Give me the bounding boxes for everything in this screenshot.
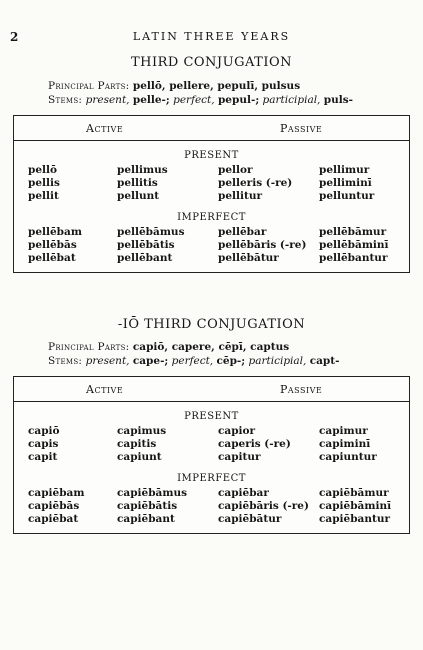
- stems-line: [48, 94, 353, 106]
- principal-parts-line: [48, 341, 289, 353]
- form-cell: pelluntur: [319, 190, 375, 202]
- principal-parts: capiō, capere, cēpī, captus: [132, 341, 290, 353]
- tense-heading: IMPERFECT: [177, 473, 246, 484]
- running-head: LATIN THREE YEARS: [132, 30, 291, 43]
- form-cell: capis: [28, 438, 59, 450]
- table-row: [14, 425, 409, 438]
- form-cell: pellitur: [218, 190, 263, 202]
- principal-parts-label: Principal Parts:: [48, 80, 130, 92]
- table-row: [14, 177, 409, 190]
- form-cell: capiēbāmus: [117, 487, 188, 499]
- form-cell: pellimus: [117, 164, 168, 176]
- stems-label: Stems:: [48, 355, 83, 367]
- form-cell: pellēbāmur: [319, 226, 387, 238]
- form-cell: capiēbam: [28, 487, 85, 499]
- form-cell: pellis: [28, 177, 60, 189]
- section-title: -IŌ THIRD CONJUGATION: [117, 317, 306, 332]
- stems-label: Stems:: [48, 94, 83, 106]
- page-number: 2: [10, 30, 19, 44]
- form-cell: pellēbantur: [319, 252, 388, 264]
- form-cell: capimur: [319, 425, 368, 437]
- form-cell: pellēbant: [117, 252, 173, 264]
- stem-label: present,: [85, 355, 130, 367]
- form-cell: capitis: [117, 438, 157, 450]
- stem-value: cape-;: [132, 355, 169, 367]
- conjugation-table: [13, 376, 410, 534]
- form-cell: pellunt: [117, 190, 160, 202]
- form-cell: pellēbar: [218, 226, 267, 238]
- passive-header: Passive: [280, 383, 323, 396]
- table-row: [14, 513, 409, 526]
- table-header: [14, 116, 409, 141]
- tense-heading: PRESENT: [184, 150, 239, 161]
- form-cell: capiunt: [117, 451, 162, 463]
- principal-parts: pellō, pellere, pepulī, pulsus: [132, 80, 301, 92]
- form-cell: pellit: [28, 190, 59, 202]
- form-cell: capiēbātis: [117, 500, 178, 512]
- stem-value: pelle-;: [132, 94, 170, 106]
- stem-value: cēp-;: [216, 355, 246, 367]
- form-cell: pellēbāmus: [117, 226, 185, 238]
- table-row: [14, 500, 409, 513]
- form-cell: capiēbās: [28, 500, 80, 512]
- form-cell: capitur: [218, 451, 261, 463]
- form-cell: pelleris (-re): [218, 177, 293, 189]
- tense-heading: PRESENT: [184, 411, 239, 422]
- stem-label: perfect,: [173, 94, 215, 106]
- form-cell: pellēbāminī: [319, 239, 389, 251]
- form-cell: pelliminī: [319, 177, 372, 189]
- table-header: [14, 377, 409, 402]
- table-row: [14, 252, 409, 265]
- stem-label: participial,: [262, 94, 321, 106]
- form-cell: capiēbant: [117, 513, 175, 525]
- form-cell: capiēbātur: [218, 513, 282, 525]
- stem-value: puls-: [323, 94, 353, 106]
- passive-header: Passive: [280, 122, 323, 135]
- form-cell: capior: [218, 425, 256, 437]
- form-cell: pellitis: [117, 177, 158, 189]
- form-cell: capiuntur: [319, 451, 377, 463]
- stem-label: perfect,: [171, 355, 214, 367]
- form-cell: pellor: [218, 164, 253, 176]
- stems-line: [48, 355, 339, 367]
- table-row: [14, 164, 409, 177]
- form-cell: capiēbar: [218, 487, 269, 499]
- form-cell: capiēbāminī: [319, 500, 392, 512]
- conjugation-table: [13, 115, 410, 273]
- form-cell: pellēbat: [28, 252, 76, 264]
- form-cell: capimus: [117, 425, 167, 437]
- form-cell: pellēbātur: [218, 252, 279, 264]
- form-cell: pellēbātis: [117, 239, 175, 251]
- form-cell: pellēbam: [28, 226, 82, 238]
- form-cell: capiō: [28, 425, 60, 437]
- form-cell: capiēbantur: [319, 513, 391, 525]
- stem-value: pepul-;: [217, 94, 260, 106]
- form-cell: capiēbāris (-re): [218, 500, 309, 512]
- form-cell: capit: [28, 451, 58, 463]
- form-cell: pellēbāris (-re): [218, 239, 307, 251]
- form-cell: caperis (-re): [218, 438, 291, 450]
- stem-label: present,: [85, 94, 130, 106]
- form-cell: capiēbāmur: [319, 487, 389, 499]
- table-row: [14, 487, 409, 500]
- form-cell: capiminī: [319, 438, 371, 450]
- active-header: Active: [86, 122, 124, 135]
- stem-value: capt-: [309, 355, 340, 367]
- table-row: [14, 451, 409, 464]
- stem-label: participial,: [248, 355, 307, 367]
- tense-heading: IMPERFECT: [177, 212, 246, 223]
- form-cell: pellimur: [319, 164, 370, 176]
- table-row: [14, 438, 409, 451]
- table-row: [14, 226, 409, 239]
- active-header: Active: [86, 383, 124, 396]
- form-cell: pellō: [28, 164, 58, 176]
- principal-parts-label: Principal Parts:: [48, 341, 130, 353]
- form-cell: pellēbās: [28, 239, 77, 251]
- table-row: [14, 190, 409, 203]
- principal-parts-line: [48, 80, 300, 92]
- form-cell: capiēbat: [28, 513, 79, 525]
- table-row: [14, 239, 409, 252]
- section-title: THIRD CONJUGATION: [130, 55, 293, 70]
